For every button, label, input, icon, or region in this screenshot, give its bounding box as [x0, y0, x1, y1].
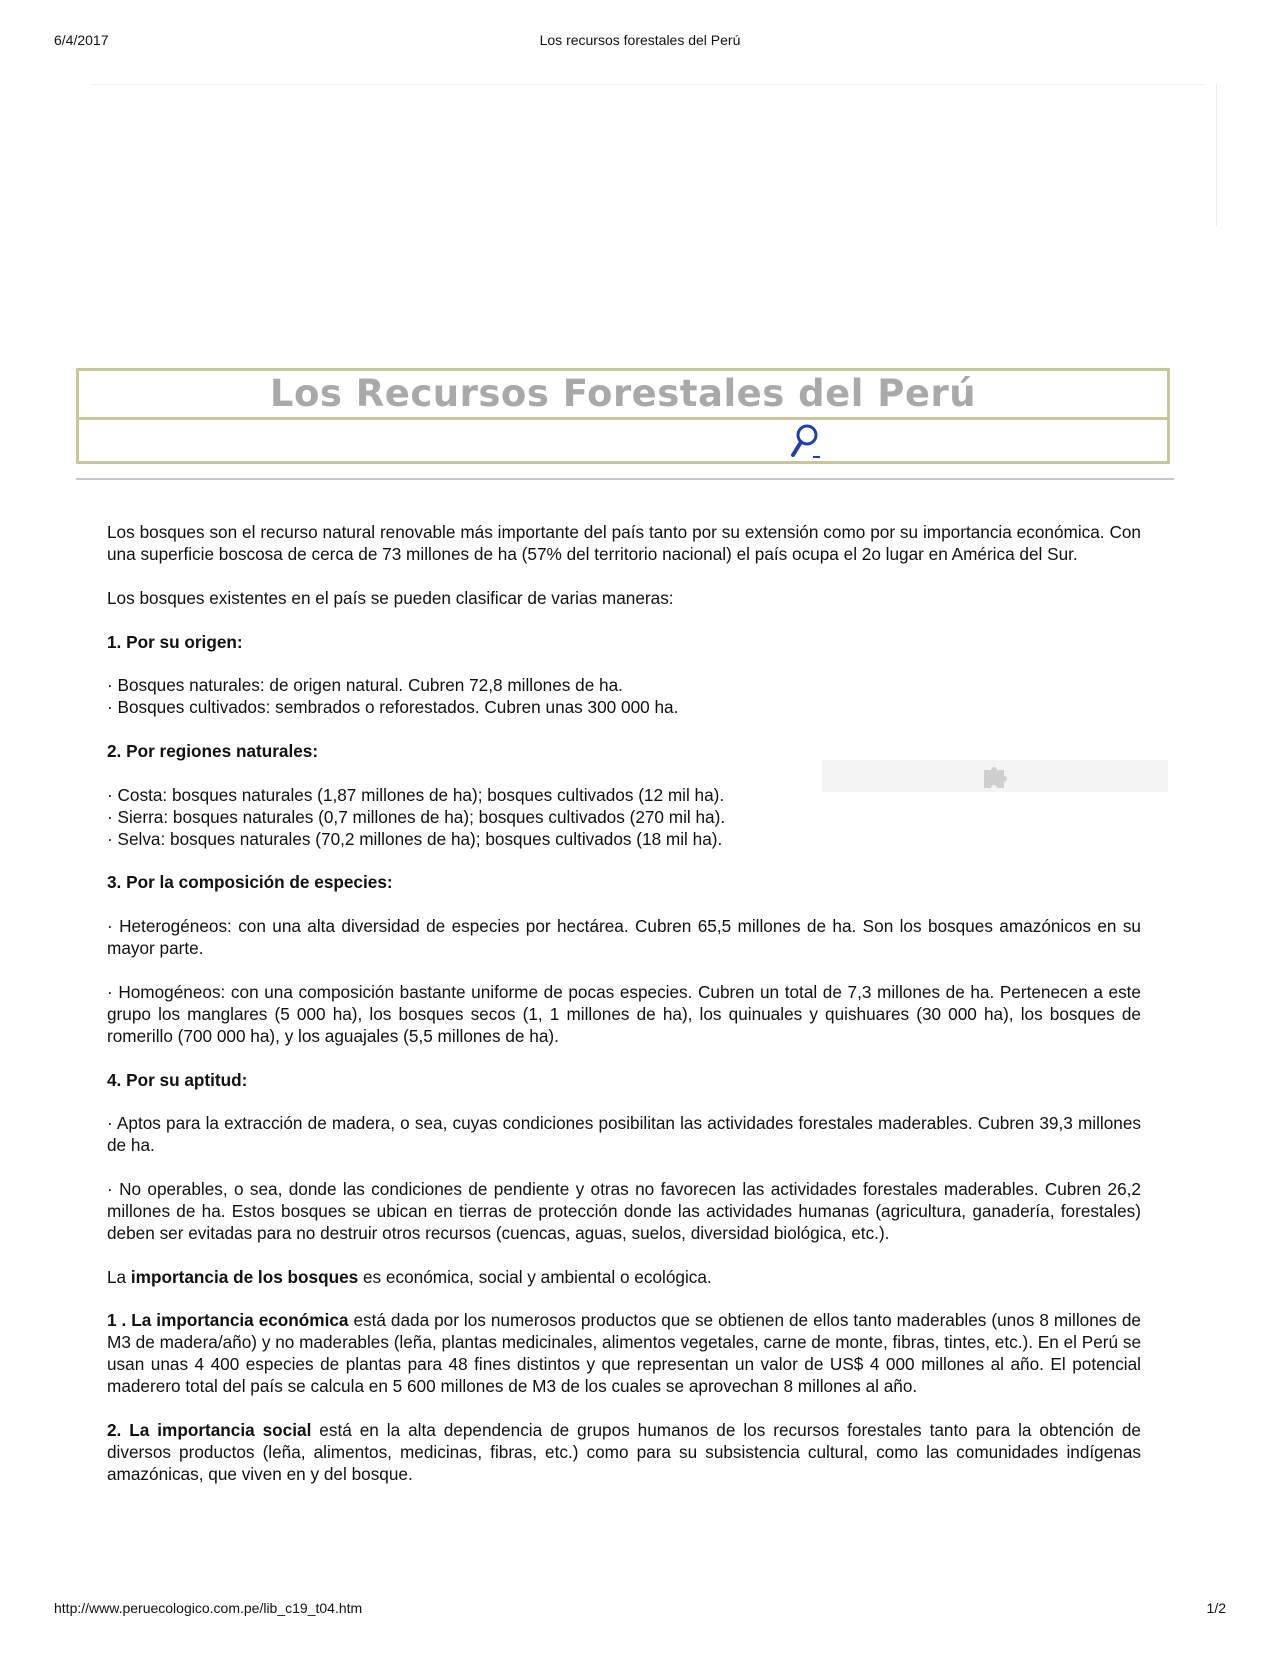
list-item: · Aptos para la extracción de madera, o sea, cuyas condiciones posibilitan las actividades forestales maderables. Cubren 39,3 millones de ha.	[107, 1113, 1141, 1156]
list-item: · Selva: bosques naturales (70,2 millones de ha); bosques cultivados (18 mil ha).	[107, 828, 723, 849]
page-title: Los Recursos Forestales del Perú	[79, 371, 1167, 420]
page-url: http://www.peruecologico.com.pe/lib_c19_t04.htm	[54, 1600, 363, 1616]
embedded-frame-right-border	[1216, 84, 1217, 226]
economic-importance-paragraph: 1 . La importancia económica está dada por los numerosos productos que se obtienen de ellos tanto maderables (unos 8 millones de M3 de madera/año) y no maderables (leña, plantas medicinales, alimentos vegetales, carne de monte, fibras, tintes, etc.). En el Perú se usan unas 4 400 especies de plantas para 48 fines distintos y que representan un valor de US$ 4 000 millones al año. El potencial maderero total del país se calcula en 5 600 millones de M3 de los cuales se aprovechan 8 millones al año.	[107, 1310, 1141, 1397]
section-heading-regions: 2. Por regiones naturales:	[107, 741, 319, 761]
list-item: · No operables, o sea, donde las condiciones de pendiente y otras no favorecen las actividades forestales maderables. Cubren 26,2 millones de ha. Estos bosques se ubican en tierras de protección donde las actividades humanas (agricultura, ganadería, forestales) deben ser evitadas para no destruir otros recursos (cuencas, aguas, suelos, diversidad biológica, etc.).	[107, 1179, 1141, 1243]
list-item: · Heterogéneos: con una alta diversidad de especies por hectárea. Cubren 65,5 millones de ha. Son los bosques amazónicos en su mayor parte.	[107, 916, 1141, 959]
importance-paragraph: La importancia de los bosques es económica, social y ambiental o ecológica.	[107, 1266, 712, 1287]
print-header	[54, 32, 1226, 52]
print-footer	[54, 1600, 1226, 1620]
print-date: 6/4/2017	[54, 32, 109, 48]
separator-line	[76, 478, 1174, 480]
page-number: 1/2	[1206, 1600, 1226, 1616]
list-item: · Costa: bosques naturales (1,87 millones de ha); bosques cultivados (12 mil ha).	[107, 784, 725, 805]
list-item: · Homogéneos: con una composición bastante uniforme de pocas especies. Cubren un total de 7,3 millones de ha. Pertenecen a este grupo los manglares (5 000 ha), los bosques secos (1, 1 millones de ha), los quinuales y quishuares (30 000 ha), los bosques de romerillo (700 000 ha), y los aguajales (5,5 millones de ha).	[107, 981, 1141, 1046]
embedded-frame-top-border	[92, 84, 1204, 85]
section-heading-aptitude: 4. Por su aptitud:	[107, 1069, 248, 1090]
search-row	[79, 420, 1167, 461]
search-icon[interactable]	[787, 422, 825, 460]
classify-paragraph: Los bosques existentes en el país se pueden clasificar de varias maneras:	[107, 587, 674, 608]
social-importance-paragraph: 2. La importancia social está en la alta dependencia de grupos humanos de los recursos forestales tanto para la obtención de diversos productos (leña, alimentos, medicinas, fibras, etc.) como para su subsistencia cultural, como las comunidades indígenas amazónicas, que viven en y del bosque.	[107, 1419, 1141, 1484]
section-heading-origin: 1. Por su origen:	[107, 631, 243, 652]
list-item: · Bosques cultivados: sembrados o reforestados. Cubren unas 300 000 ha.	[107, 697, 679, 718]
print-title: Los recursos forestales del Perú	[539, 32, 741, 48]
intro-paragraph: Los bosques son el recurso natural renovable más importante del país tanto por su extensión como por su importancia económica. Con una superficie boscosa de cerca de 73 millones de ha (57% del territorio nacional) el país ocupa el 2o lugar en América del Sur.	[107, 522, 1141, 564]
section-heading-composition: 3. Por la composición de especies:	[107, 872, 393, 893]
title-box	[76, 368, 1170, 464]
list-item: · Sierra: bosques naturales (0,7 millones de ha); bosques cultivados (270 mil ha).	[107, 806, 726, 827]
list-item: · Bosques naturales: de origen natural. Cubren 72,8 millones de ha.	[107, 675, 623, 696]
article-body	[107, 522, 1141, 1508]
